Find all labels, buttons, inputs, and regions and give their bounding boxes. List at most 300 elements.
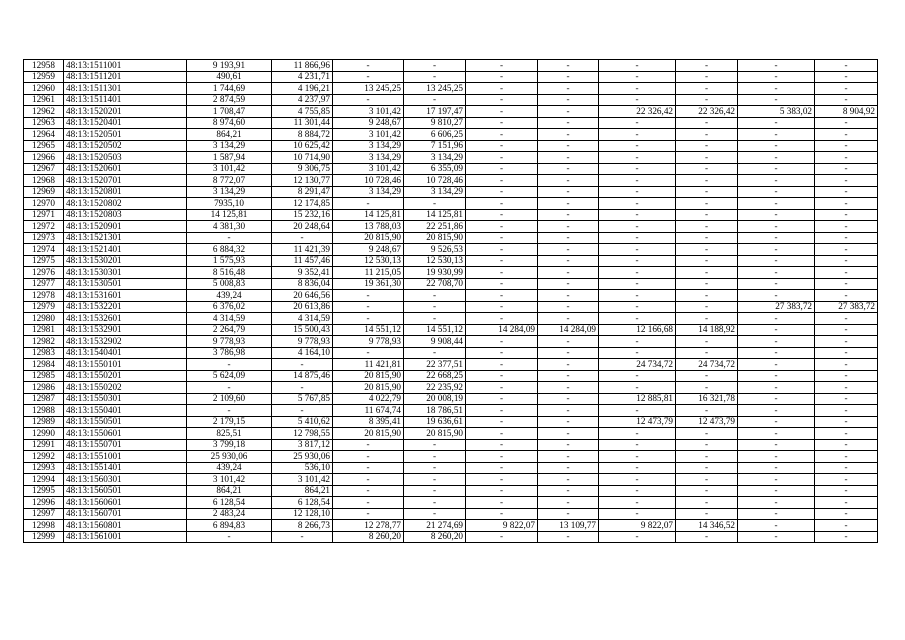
value-col-10-cell: -	[676, 301, 738, 313]
value-col-10-cell: -	[676, 267, 738, 279]
row-number-cell: 12984	[24, 359, 64, 371]
value-col-6-cell: -	[404, 497, 466, 509]
cadastral-number-cell: 48:13:1550301	[64, 393, 187, 405]
value-col-9-cell: -	[599, 439, 676, 451]
value-col-5-cell: 14 125,81	[333, 209, 404, 221]
value-col-12-cell: -	[815, 186, 878, 198]
value-col-3-cell: 6 128,54	[187, 497, 272, 509]
value-col-10-cell: -	[676, 129, 738, 141]
value-col-3-cell: 490,61	[187, 71, 272, 83]
value-col-3-cell: 8 516,48	[187, 267, 272, 279]
row-number-cell: 12958	[24, 60, 64, 72]
value-col-6-cell: 6 355,09	[404, 163, 466, 175]
value-col-3-cell: -	[187, 405, 272, 417]
value-col-11-cell: -	[738, 198, 815, 210]
value-col-7-cell: -	[466, 152, 538, 164]
cadastral-number-cell: 48:13:1532902	[64, 336, 187, 348]
value-col-9-cell: -	[599, 198, 676, 210]
value-col-9-cell: 22 326,42	[599, 106, 676, 118]
value-col-6-cell: 22 668,25	[404, 370, 466, 382]
value-col-9-cell: -	[599, 370, 676, 382]
value-col-10-cell: 12 473,79	[676, 416, 738, 428]
value-col-8-cell: -	[538, 232, 599, 244]
value-col-4-cell: 12 130,77	[272, 175, 333, 187]
row-number-cell: 12969	[24, 186, 64, 198]
value-col-7-cell: -	[466, 267, 538, 279]
value-col-7-cell: -	[466, 232, 538, 244]
value-col-4-cell: 8 836,04	[272, 278, 333, 290]
table-row	[24, 198, 878, 210]
value-col-9-cell: -	[599, 71, 676, 83]
cadastral-number-cell: 48:13:1560601	[64, 497, 187, 509]
value-col-12-cell: 8 904,92	[815, 106, 878, 118]
value-col-6-cell: 12 530,13	[404, 255, 466, 267]
value-col-8-cell: -	[538, 244, 599, 256]
value-col-8-cell: -	[538, 497, 599, 509]
value-col-11-cell: -	[738, 485, 815, 497]
value-col-4-cell: 15 500,43	[272, 324, 333, 336]
value-col-5-cell: 8 395,41	[333, 416, 404, 428]
row-number-cell: 12993	[24, 462, 64, 474]
value-col-4-cell: -	[272, 359, 333, 371]
value-col-10-cell: -	[676, 60, 738, 72]
value-col-7-cell: -	[466, 244, 538, 256]
value-col-12-cell: -	[815, 129, 878, 141]
value-col-7-cell: -	[466, 359, 538, 371]
value-col-6-cell: 22 708,70	[404, 278, 466, 290]
value-col-6-cell: 20 815,90	[404, 428, 466, 440]
value-col-3-cell: 7935,10	[187, 198, 272, 210]
table-row	[24, 313, 878, 325]
row-number-cell: 12985	[24, 370, 64, 382]
value-col-12-cell: -	[815, 336, 878, 348]
value-col-12-cell: -	[815, 474, 878, 486]
table-row	[24, 451, 878, 463]
row-number-cell: 12968	[24, 175, 64, 187]
value-col-9-cell: -	[599, 451, 676, 463]
row-number-cell: 12988	[24, 405, 64, 417]
value-col-9-cell: -	[599, 474, 676, 486]
value-col-4-cell: 4 755,85	[272, 106, 333, 118]
value-col-8-cell: -	[538, 71, 599, 83]
value-col-6-cell: -	[404, 71, 466, 83]
value-col-6-cell: 8 260,20	[404, 531, 466, 543]
table-row	[24, 359, 878, 371]
value-col-4-cell: 20 646,56	[272, 290, 333, 302]
value-col-9-cell: 24 734,72	[599, 359, 676, 371]
value-col-8-cell: -	[538, 382, 599, 394]
value-col-10-cell: -	[676, 175, 738, 187]
value-col-11-cell: -	[738, 313, 815, 325]
value-col-11-cell: -	[738, 232, 815, 244]
value-col-12-cell: -	[815, 278, 878, 290]
cadastral-number-cell: 48:13:1532201	[64, 301, 187, 313]
value-col-11-cell: -	[738, 474, 815, 486]
value-col-4-cell: 11 457,46	[272, 255, 333, 267]
value-col-3-cell: 1 587,94	[187, 152, 272, 164]
value-col-5-cell: 12 530,13	[333, 255, 404, 267]
value-col-12-cell: -	[815, 451, 878, 463]
value-col-4-cell: 5 767,85	[272, 393, 333, 405]
row-number-cell: 12963	[24, 117, 64, 129]
value-col-4-cell: -	[272, 382, 333, 394]
value-col-6-cell: -	[404, 462, 466, 474]
value-col-8-cell: -	[538, 462, 599, 474]
cadastral-number-cell: 48:13:1532601	[64, 313, 187, 325]
value-col-3-cell: 5 624,09	[187, 370, 272, 382]
value-col-6-cell: 9 810,27	[404, 117, 466, 129]
table-row	[24, 163, 878, 175]
table-row	[24, 140, 878, 152]
value-col-10-cell: -	[676, 83, 738, 95]
row-number-cell: 12994	[24, 474, 64, 486]
value-col-11-cell: -	[738, 416, 815, 428]
table-row	[24, 83, 878, 95]
row-number-cell: 12972	[24, 221, 64, 233]
value-col-3-cell: 6 376,02	[187, 301, 272, 313]
value-col-10-cell: -	[676, 347, 738, 359]
value-col-10-cell: -	[676, 186, 738, 198]
value-col-3-cell: 3 101,42	[187, 474, 272, 486]
value-col-12-cell: -	[815, 416, 878, 428]
value-col-12-cell: -	[815, 428, 878, 440]
value-col-5-cell: 20 815,90	[333, 428, 404, 440]
value-col-8-cell: -	[538, 221, 599, 233]
value-col-7-cell: 9 822,07	[466, 520, 538, 532]
value-col-4-cell: 9 352,41	[272, 267, 333, 279]
cadastral-number-cell: 48:13:1520502	[64, 140, 187, 152]
cadastral-number-cell: 48:13:1511401	[64, 94, 187, 106]
value-col-6-cell: -	[404, 290, 466, 302]
value-col-5-cell: 14 551,12	[333, 324, 404, 336]
value-col-3-cell: 3 799,18	[187, 439, 272, 451]
value-col-8-cell: -	[538, 474, 599, 486]
table-row	[24, 508, 878, 520]
row-number-cell: 12973	[24, 232, 64, 244]
value-col-11-cell: -	[738, 209, 815, 221]
row-number-cell: 12997	[24, 508, 64, 520]
value-col-9-cell: -	[599, 163, 676, 175]
row-number-cell: 12960	[24, 83, 64, 95]
value-col-7-cell: -	[466, 370, 538, 382]
value-col-10-cell: -	[676, 278, 738, 290]
value-col-10-cell: -	[676, 255, 738, 267]
table-row	[24, 106, 878, 118]
value-col-7-cell: -	[466, 508, 538, 520]
value-col-5-cell: 20 815,90	[333, 370, 404, 382]
value-col-4-cell: 20 248,64	[272, 221, 333, 233]
value-col-5-cell: 3 101,42	[333, 163, 404, 175]
value-col-12-cell: -	[815, 531, 878, 543]
value-col-5-cell: 19 361,30	[333, 278, 404, 290]
value-col-5-cell: -	[333, 485, 404, 497]
value-col-8-cell: -	[538, 255, 599, 267]
value-col-7-cell: -	[466, 439, 538, 451]
value-col-10-cell: -	[676, 221, 738, 233]
table-row	[24, 531, 878, 543]
value-col-5-cell: 12 278,77	[333, 520, 404, 532]
table-row	[24, 405, 878, 417]
value-col-10-cell: -	[676, 405, 738, 417]
value-col-8-cell: -	[538, 393, 599, 405]
value-col-4-cell: 9 306,75	[272, 163, 333, 175]
value-col-12-cell: -	[815, 405, 878, 417]
value-col-8-cell: -	[538, 129, 599, 141]
value-col-5-cell: 11 215,05	[333, 267, 404, 279]
value-col-9-cell: -	[599, 405, 676, 417]
row-number-cell: 12970	[24, 198, 64, 210]
value-col-9-cell: -	[599, 186, 676, 198]
value-col-9-cell: -	[599, 508, 676, 520]
table-row	[24, 370, 878, 382]
row-number-cell: 12971	[24, 209, 64, 221]
value-col-10-cell: -	[676, 198, 738, 210]
value-col-7-cell: -	[466, 347, 538, 359]
value-col-5-cell: 3 134,29	[333, 140, 404, 152]
value-col-4-cell: 11 301,44	[272, 117, 333, 129]
cadastral-number-cell: 48:13:1560501	[64, 485, 187, 497]
value-col-5-cell: -	[333, 451, 404, 463]
value-col-12-cell: -	[815, 152, 878, 164]
value-col-9-cell: -	[599, 301, 676, 313]
value-col-10-cell: -	[676, 94, 738, 106]
value-col-4-cell: 4 237,97	[272, 94, 333, 106]
value-col-8-cell: -	[538, 336, 599, 348]
value-col-12-cell: -	[815, 267, 878, 279]
cadastral-number-cell: 48:13:1550101	[64, 359, 187, 371]
value-col-10-cell: -	[676, 244, 738, 256]
value-col-5-cell: 4 022,79	[333, 393, 404, 405]
value-col-4-cell: 9 778,93	[272, 336, 333, 348]
row-number-cell: 12965	[24, 140, 64, 152]
value-col-4-cell: -	[272, 405, 333, 417]
value-col-9-cell: -	[599, 336, 676, 348]
value-col-12-cell: -	[815, 117, 878, 129]
value-col-6-cell: 20 815,90	[404, 232, 466, 244]
value-col-7-cell: -	[466, 129, 538, 141]
value-col-6-cell: 9 908,44	[404, 336, 466, 348]
cadastral-number-cell: 48:13:1521301	[64, 232, 187, 244]
value-col-3-cell: -	[187, 232, 272, 244]
cadastral-number-cell: 48:13:1550601	[64, 428, 187, 440]
value-col-3-cell: 6 884,32	[187, 244, 272, 256]
cadastral-number-cell: 48:13:1530301	[64, 267, 187, 279]
value-col-9-cell: -	[599, 129, 676, 141]
value-col-11-cell: -	[738, 347, 815, 359]
value-col-4-cell: 3 101,42	[272, 474, 333, 486]
value-col-7-cell: -	[466, 71, 538, 83]
cadastral-number-cell: 48:13:1530501	[64, 278, 187, 290]
value-col-4-cell: 12 128,10	[272, 508, 333, 520]
value-col-5-cell: 9 248,67	[333, 117, 404, 129]
value-col-3-cell: -	[187, 359, 272, 371]
value-col-12-cell: -	[815, 71, 878, 83]
value-col-12-cell: -	[815, 439, 878, 451]
table-row	[24, 393, 878, 405]
value-col-3-cell: 5 008,83	[187, 278, 272, 290]
value-col-9-cell: -	[599, 209, 676, 221]
value-col-7-cell: 14 284,09	[466, 324, 538, 336]
table-row	[24, 382, 878, 394]
cadastral-number-cell: 48:13:1520601	[64, 163, 187, 175]
value-col-8-cell: -	[538, 428, 599, 440]
value-col-12-cell: -	[815, 393, 878, 405]
value-col-3-cell: 4 314,59	[187, 313, 272, 325]
value-col-6-cell: 22 251,86	[404, 221, 466, 233]
value-col-12-cell: -	[815, 359, 878, 371]
value-col-10-cell: -	[676, 152, 738, 164]
row-number-cell: 12986	[24, 382, 64, 394]
table-row	[24, 267, 878, 279]
cadastral-number-cell: 48:13:1511201	[64, 71, 187, 83]
value-col-12-cell: -	[815, 198, 878, 210]
value-col-7-cell: -	[466, 198, 538, 210]
table-row	[24, 416, 878, 428]
value-col-6-cell: 10 728,46	[404, 175, 466, 187]
value-col-3-cell: 825,51	[187, 428, 272, 440]
value-col-11-cell: -	[738, 186, 815, 198]
value-col-9-cell: -	[599, 462, 676, 474]
table-body	[24, 60, 878, 543]
cadastral-number-cell: 48:13:1550501	[64, 416, 187, 428]
value-col-5-cell: -	[333, 71, 404, 83]
table-row	[24, 462, 878, 474]
value-col-10-cell: -	[676, 209, 738, 221]
value-col-10-cell: 22 326,42	[676, 106, 738, 118]
value-col-6-cell: -	[404, 313, 466, 325]
row-number-cell: 12991	[24, 439, 64, 451]
value-col-5-cell: -	[333, 94, 404, 106]
value-col-6-cell: 17 197,47	[404, 106, 466, 118]
value-col-7-cell: -	[466, 313, 538, 325]
value-col-3-cell: 864,21	[187, 485, 272, 497]
cadastral-number-cell: 48:13:1520901	[64, 221, 187, 233]
value-col-4-cell: 14 875,46	[272, 370, 333, 382]
value-col-10-cell: -	[676, 474, 738, 486]
value-col-10-cell: -	[676, 451, 738, 463]
value-col-8-cell: -	[538, 370, 599, 382]
value-col-7-cell: -	[466, 140, 538, 152]
value-col-6-cell: 6 606,25	[404, 129, 466, 141]
value-col-6-cell: 9 526,53	[404, 244, 466, 256]
value-col-8-cell: -	[538, 106, 599, 118]
value-col-8-cell: -	[538, 140, 599, 152]
row-number-cell: 12987	[24, 393, 64, 405]
cadastral-number-cell: 48:13:1520503	[64, 152, 187, 164]
value-col-5-cell: 3 101,42	[333, 129, 404, 141]
value-col-9-cell: -	[599, 267, 676, 279]
value-col-9-cell: -	[599, 152, 676, 164]
value-col-10-cell: 14 346,52	[676, 520, 738, 532]
value-col-9-cell: -	[599, 497, 676, 509]
value-col-6-cell: 3 134,29	[404, 186, 466, 198]
value-col-4-cell: 20 613,86	[272, 301, 333, 313]
value-col-11-cell: -	[738, 359, 815, 371]
row-number-cell: 12999	[24, 531, 64, 543]
value-col-5-cell: 20 815,90	[333, 382, 404, 394]
value-col-10-cell: -	[676, 439, 738, 451]
value-col-7-cell: -	[466, 428, 538, 440]
value-col-12-cell: -	[815, 244, 878, 256]
value-col-7-cell: -	[466, 175, 538, 187]
table-row	[24, 117, 878, 129]
value-col-3-cell: 3 101,42	[187, 163, 272, 175]
value-col-8-cell: -	[538, 290, 599, 302]
value-col-4-cell: 4 164,10	[272, 347, 333, 359]
value-col-6-cell: 14 125,81	[404, 209, 466, 221]
value-col-3-cell: 1 744,69	[187, 83, 272, 95]
value-col-8-cell: -	[538, 359, 599, 371]
value-col-9-cell: -	[599, 221, 676, 233]
row-number-cell: 12996	[24, 497, 64, 509]
value-col-4-cell: 3 817,12	[272, 439, 333, 451]
value-col-3-cell: 14 125,81	[187, 209, 272, 221]
value-col-7-cell: -	[466, 186, 538, 198]
cadastral-number-cell: 48:13:1550701	[64, 439, 187, 451]
table-row	[24, 94, 878, 106]
value-col-11-cell: -	[738, 117, 815, 129]
value-col-11-cell: -	[738, 83, 815, 95]
value-col-9-cell: 9 822,07	[599, 520, 676, 532]
value-col-6-cell: 22 235,92	[404, 382, 466, 394]
value-col-7-cell: -	[466, 209, 538, 221]
value-col-6-cell: -	[404, 347, 466, 359]
value-col-10-cell: -	[676, 508, 738, 520]
value-col-4-cell: 12 174,85	[272, 198, 333, 210]
value-col-6-cell: 18 786,51	[404, 405, 466, 417]
value-col-9-cell: -	[599, 83, 676, 95]
value-col-11-cell: -	[738, 382, 815, 394]
value-col-3-cell: 2 874,59	[187, 94, 272, 106]
cadastral-number-cell: 48:13:1550401	[64, 405, 187, 417]
cadastral-number-cell: 48:13:1561001	[64, 531, 187, 543]
cadastral-number-cell: 48:13:1531601	[64, 290, 187, 302]
value-col-9-cell: -	[599, 278, 676, 290]
value-col-5-cell: -	[333, 313, 404, 325]
value-col-5-cell: 3 134,29	[333, 186, 404, 198]
value-col-3-cell: 1 575,93	[187, 255, 272, 267]
value-col-3-cell: 9 778,93	[187, 336, 272, 348]
value-col-7-cell: -	[466, 94, 538, 106]
row-number-cell: 12959	[24, 71, 64, 83]
value-col-10-cell: -	[676, 290, 738, 302]
value-col-5-cell: -	[333, 198, 404, 210]
cadastral-number-cell: 48:13:1511301	[64, 83, 187, 95]
value-col-10-cell: -	[676, 462, 738, 474]
value-col-9-cell: -	[599, 485, 676, 497]
table-row	[24, 71, 878, 83]
value-col-6-cell: 19 636,61	[404, 416, 466, 428]
table-row	[24, 209, 878, 221]
value-col-6-cell: -	[404, 451, 466, 463]
cadastral-number-cell: 48:13:1560801	[64, 520, 187, 532]
value-col-11-cell: 27 383,72	[738, 301, 815, 313]
value-col-8-cell: -	[538, 163, 599, 175]
value-col-6-cell: 19 930,99	[404, 267, 466, 279]
value-col-5-cell: 11 421,81	[333, 359, 404, 371]
value-col-8-cell: -	[538, 508, 599, 520]
value-col-5-cell: -	[333, 290, 404, 302]
value-col-10-cell: -	[676, 497, 738, 509]
value-col-10-cell: -	[676, 313, 738, 325]
value-col-3-cell: 2 179,15	[187, 416, 272, 428]
value-col-6-cell: -	[404, 198, 466, 210]
value-col-7-cell: -	[466, 83, 538, 95]
value-col-11-cell: -	[738, 393, 815, 405]
table-row	[24, 428, 878, 440]
value-col-12-cell: -	[815, 370, 878, 382]
value-col-3-cell: 8 974,60	[187, 117, 272, 129]
